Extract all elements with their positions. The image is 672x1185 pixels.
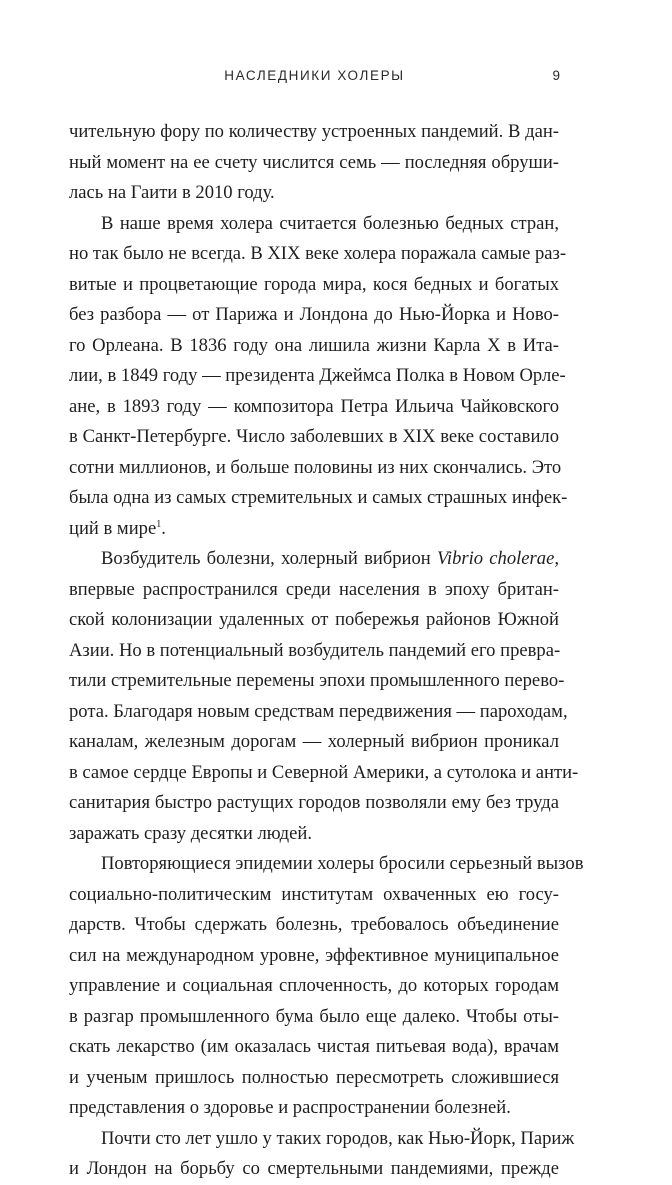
text-line: Почти сто лет ушло у таких городов, как Нью-Йорк, Париж [101,1127,575,1149]
text-line: Повторяющиеся эпидемии холеры бросили серьезный вызов [101,853,584,874]
text-line: но так было не всегда. В XIX веке холера поражала самые раз- [69,243,567,264]
text-line: заражать сразу десятки людей. [69,822,312,844]
text-line: и ученым пришлось полностью пересмотреть сложившиеся [69,1066,559,1088]
running-header [69,68,560,88]
text-segment: , [554,548,559,569]
text-line: В наше время холера считается болезнью бедных стран, [101,212,559,234]
text-segment: ций в мире [69,517,157,539]
text-line: тили стремительные перемены эпохи промышленного перево- [69,670,565,691]
text-line: го Орлеана. В 1836 году она лишила жизни Карла X в Ита- [69,334,559,356]
running-title: НАСЛЕДНИКИ ХОЛЕРЫ [224,68,405,83]
text-line: каналам, железным дорогам — холерный вибрион проникал [69,731,559,752]
text-line: социально-политическим институтам охваченных ею госу- [69,883,559,905]
text-line: управление и социальная сплоченность, до которых городам [69,975,559,996]
text-line: в самое сердце Европы и Северной Америки, а сутолока и анти- [69,761,579,783]
text-line: сотни миллионов, и больше половины из них скончались. Это [69,456,562,478]
page-number: 9 [552,68,560,83]
body-text [69,117,584,1185]
text-line: и Лондон на борьбу со смертельными пандемиями, прежде [69,1158,559,1179]
text-line: санитария быстро растущих городов позволяли ему без труда [69,792,559,813]
text-line: чительную фору по количеству устроенных пандемий. В дан- [69,121,559,142]
text-line: впервые распространился среди населения в эпоху британ- [69,578,559,600]
text-line [69,544,559,575]
text-line: дарств. Чтобы сдержать болезнь, требовалось объединение [69,914,559,935]
text-line: ане, в 1893 году — композитора Петра Ильича Чайковского [69,395,559,417]
text-line: ный момент на ее счету числится семь — последняя обруши- [69,151,559,173]
text-segment: . [161,517,166,539]
text-line: представления о здоровье и распространении болезней. [69,1097,511,1118]
text-line: без разбора — от Парижа и Лондона до Нью-Йорка и Ново- [69,304,559,325]
text-line [69,514,559,545]
footnote-marker[interactable]: 1 [156,518,162,530]
text-line: рота. Благодаря новым средствам передвижения — пароходам, [69,700,568,722]
text-line: витые и процветающие города мира, кося бедных и богатых [69,273,559,295]
text-line: была одна из самых стремительных и самых страшных инфек- [69,487,568,508]
text-line: в разгар промышленного бума было еще далеко. Чтобы оты- [69,1005,559,1027]
text-line: лии, в 1849 году — президента Джеймса Полка в Новом Орле- [69,365,566,386]
text-line: лась на Гаити в 2010 году. [69,182,275,203]
italic-term: Vibrio cholerae [436,548,555,569]
text-line: Азии. Но в потенциальный возбудитель пандемий его преврa- [69,639,561,661]
text-line: ской колонизации удаленных от побережья районов Южной [69,609,559,630]
text-line: скать лекарство (им оказалась чистая питьевая вода), врачам [69,1036,559,1057]
text-segment: Возбудитель болезни, холерный вибрион [101,548,437,569]
text-line: в Санкт-Петербурге. Число заболевших в XIX веке составило [69,426,559,447]
text-line: сил на международном уровне, эффективное муниципальное [69,944,559,966]
